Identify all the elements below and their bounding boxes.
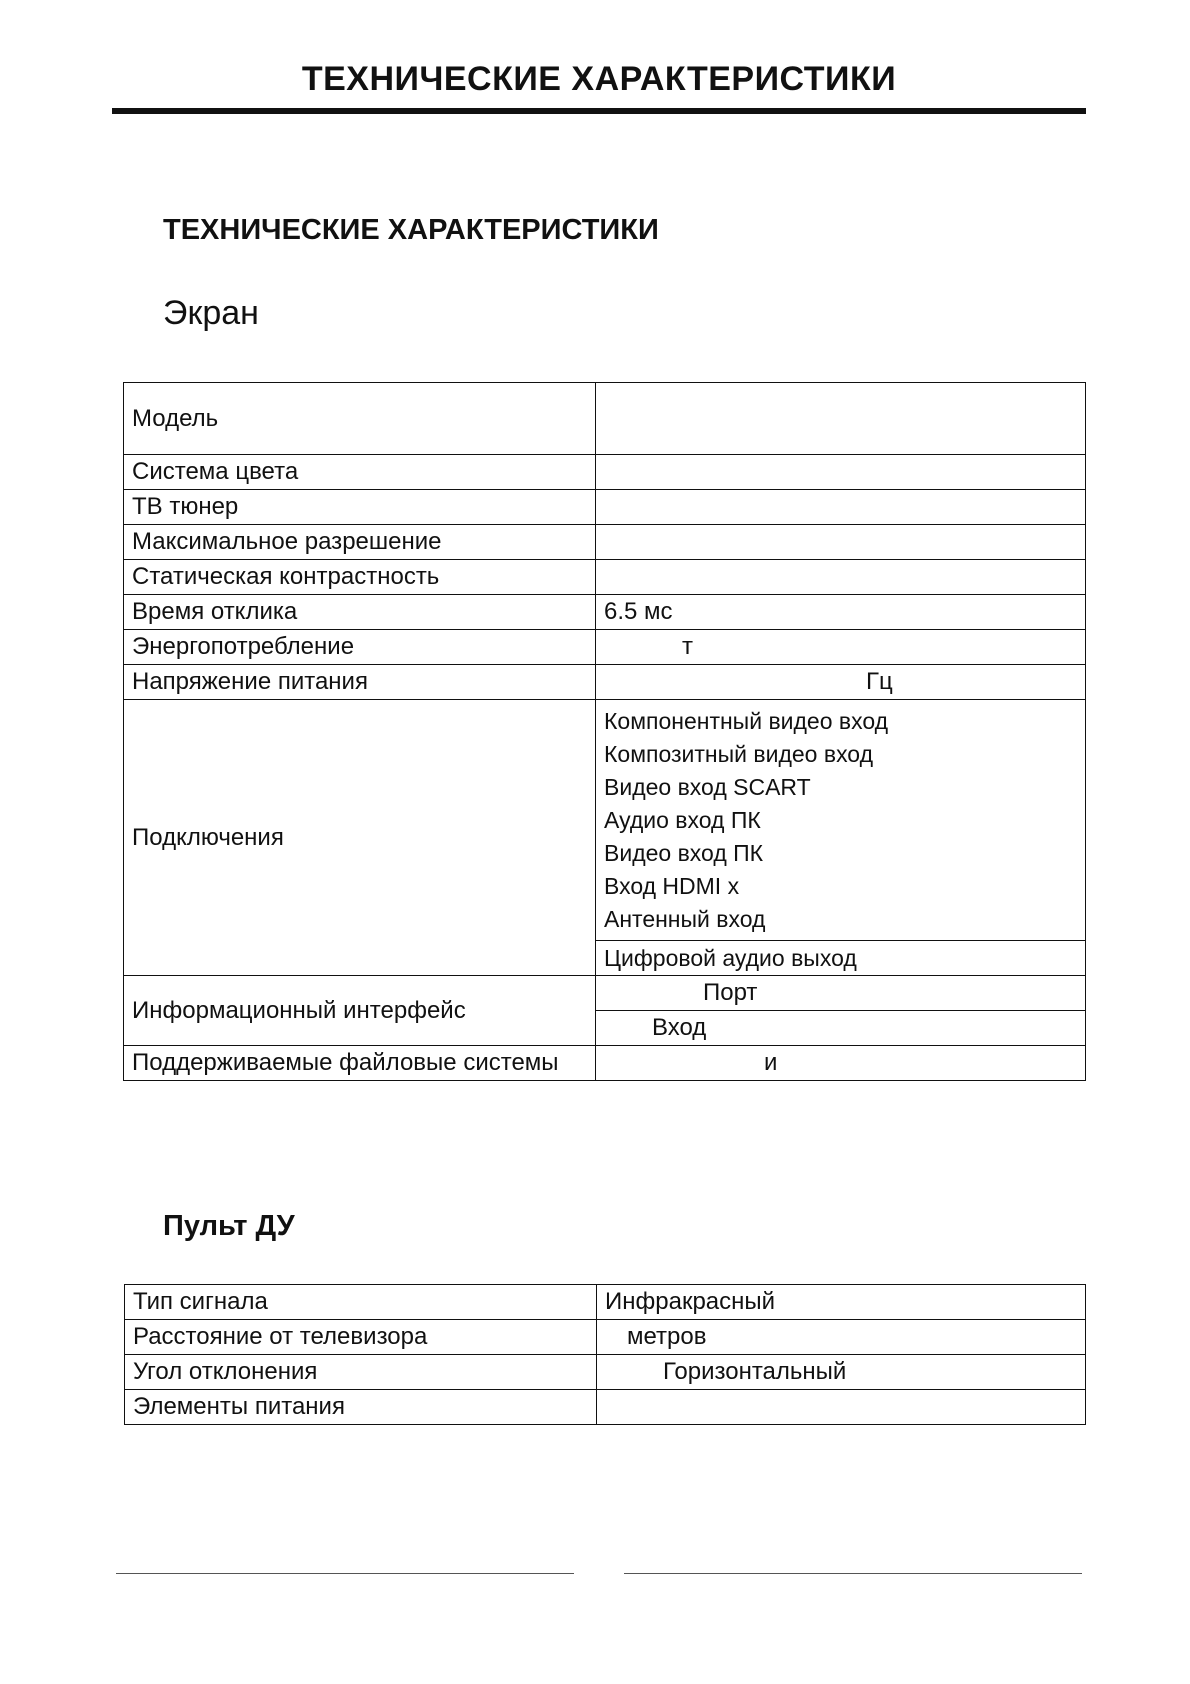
color-system-value <box>596 455 1086 490</box>
static-contrast-label: Статическая контрастность <box>124 560 596 595</box>
table-row <box>124 630 1086 665</box>
signal-type-value: Инфракрасный <box>597 1285 1086 1320</box>
supply-voltage-label: Напряжение питания <box>124 665 596 700</box>
digital-audio-output: Цифровой аудио выход <box>596 941 1086 976</box>
response-time-label: Время отклика <box>124 595 596 630</box>
table-row <box>124 490 1086 525</box>
screen-heading: Экран <box>163 294 259 332</box>
connection-item: Видео вход ПК <box>604 839 764 866</box>
distance-label: Расстояние от телевизора <box>125 1320 597 1355</box>
table-row <box>125 1390 1086 1425</box>
max-resolution-label: Максимальное разрешение <box>124 525 596 560</box>
batteries-value <box>597 1390 1086 1425</box>
info-interface-label: Информационный интерфейс <box>124 976 596 1046</box>
remote-heading: Пульт ДУ <box>163 1210 295 1242</box>
table-row <box>125 1355 1086 1390</box>
section-title: ТЕХНИЧЕСКИЕ ХАРАКТЕРИСТИКИ <box>163 214 659 246</box>
angle-value: Горизонтальный <box>597 1355 1086 1390</box>
max-resolution-value <box>596 525 1086 560</box>
page-header-title: ТЕХНИЧЕСКИЕ ХАРАКТЕРИСТИКИ <box>301 60 897 98</box>
distance-value: метров <box>597 1320 1086 1355</box>
remote-spec-table <box>124 1284 1086 1425</box>
batteries-label: Элементы питания <box>125 1390 597 1425</box>
connection-item: Видео вход SCART <box>604 773 811 800</box>
connection-item: Аудио вход ПК <box>604 806 761 833</box>
connection-item: Композитный видео вход <box>604 740 874 767</box>
table-row <box>124 1046 1086 1081</box>
response-time-value: 6.5 мс <box>596 595 1086 630</box>
table-row <box>125 1320 1086 1355</box>
screen-spec-table <box>123 382 1086 1081</box>
table-row <box>124 525 1086 560</box>
file-systems-label: Поддерживаемые файловые системы <box>124 1046 596 1081</box>
tv-tuner-label: ТВ тюнер <box>124 490 596 525</box>
table-row <box>124 383 1086 455</box>
power-consumption-value: т <box>596 630 1086 665</box>
table-row <box>124 455 1086 490</box>
info-interface-input: Вход <box>596 1011 1086 1046</box>
connections-label: Подключения <box>124 700 596 976</box>
table-row <box>125 1285 1086 1320</box>
table-row <box>124 976 1086 1011</box>
footer-line-left <box>116 1573 574 1574</box>
signal-type-label: Тип сигнала <box>125 1285 597 1320</box>
connection-item: Вход HDMI x <box>604 872 740 899</box>
connections-inputs-cell <box>596 700 1086 941</box>
connection-item: Компонентный видео вход <box>604 707 889 734</box>
table-row <box>124 560 1086 595</box>
model-label: Модель <box>124 383 596 455</box>
info-interface-port: Порт <box>596 976 1086 1011</box>
table-row <box>124 665 1086 700</box>
supply-voltage-value: Гц <box>596 665 1086 700</box>
header-rule <box>112 108 1086 114</box>
tv-tuner-value <box>596 490 1086 525</box>
table-row <box>124 595 1086 630</box>
table-row <box>124 700 1086 941</box>
color-system-label: Система цвета <box>124 455 596 490</box>
static-contrast-value <box>596 560 1086 595</box>
connection-item: Антенный вход <box>604 905 766 932</box>
model-value <box>596 383 1086 455</box>
power-consumption-label: Энергопотребление <box>124 630 596 665</box>
footer-line-right <box>624 1573 1082 1574</box>
file-systems-value: и <box>596 1046 1086 1081</box>
angle-label: Угол отклонения <box>125 1355 597 1390</box>
